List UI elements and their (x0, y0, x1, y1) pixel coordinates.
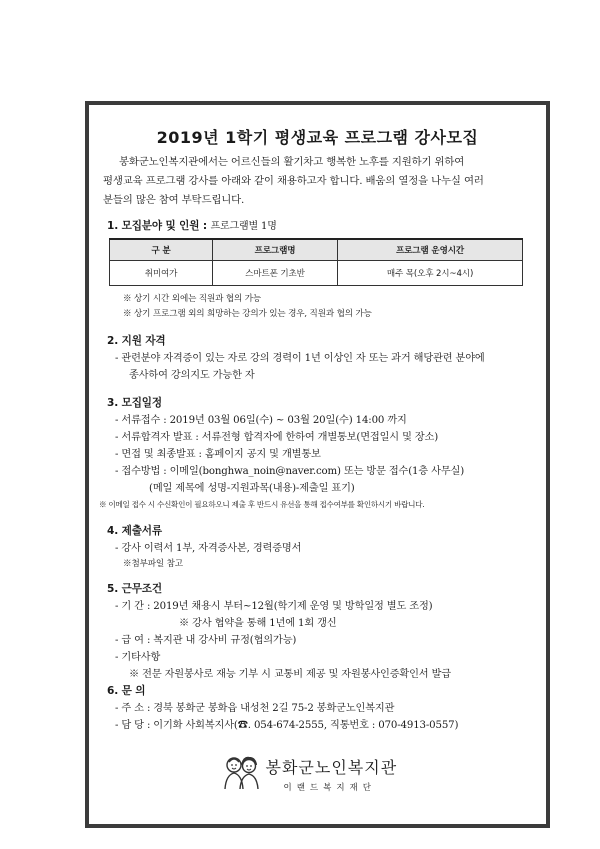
text-line: - 관련분야 자격증이 있는 자로 강의 경력이 1년 이상인 자 또는 과거 해당관련 분야에 (115, 353, 485, 364)
section-title: 1. 모집분야 및 인원 : (107, 220, 207, 232)
section-title-value: 프로그램별 1명 (210, 221, 277, 232)
text-line: - 접수방법 : 이메일(bonghwa_noin@naver.com) 또는 방문 접수(1층 사무실) (115, 466, 465, 477)
table-cell: 취미여가 (110, 261, 213, 286)
table-row (110, 261, 523, 286)
note: ※첨부파일 참고 (123, 559, 183, 569)
text-line: 종사하여 강의지도 가능한 자 (129, 370, 255, 381)
section-work-conditions (107, 581, 536, 683)
org-subtitle: 이랜드복지재단 (283, 783, 376, 793)
section-title: 6. 문 의 (107, 685, 146, 697)
org-logo (218, 753, 418, 813)
text-line: - 급 여 : 복지관 내 강사비 규정(협의가능) (115, 635, 297, 646)
text-line: (메일 제목에 성명-지원과목(내용)-제출일 표기) (149, 483, 355, 494)
table-cell: 매주 목(오후 2시~4시) (338, 261, 523, 286)
note: ※ 상기 시간 외에는 직원과 협의 가능 (123, 294, 262, 304)
table-header: 구 분 (110, 239, 213, 261)
text-line: - 서류접수 : 2019년 03월 06일(수) ~ 03월 20일(수) 14:00 까지 (115, 415, 407, 426)
program-table (109, 238, 523, 286)
table-header: 프로그램 운영시간 (338, 239, 523, 261)
text-line: ※ 강사 협약을 통해 1년에 1회 갱신 (179, 618, 337, 629)
intro-line: 봉화군노인복지관에서는 어르신들의 활기차고 행복한 노후를 지원하기 위하여 (119, 156, 465, 168)
section-schedule (99, 395, 536, 512)
page-title: 2019년 1학기 평생교육 프로그램 강사모집 (156, 128, 479, 147)
text-line: - 담 당 : 이기화 사회복지사(☎. 054-674-2555, 직통번호 : 070-4913-0557) (115, 720, 459, 731)
table-header: 프로그램명 (213, 239, 338, 261)
text-line: - 주 소 : 경북 봉화군 봉화읍 내성천 2길 75-2 봉화군노인복지관 (115, 703, 395, 714)
document-frame (85, 101, 550, 828)
text-line: - 기타사항 (115, 652, 161, 663)
elderly-couple-icon (220, 753, 262, 791)
section-title: 5. 근무조건 (107, 583, 162, 595)
note: ※ 이메일 접수 시 수신확인이 필요하오니 제출 후 반드시 유선을 통해 접수여부를 확인하시기 바랍니다. (99, 500, 425, 509)
footer-org (89, 753, 546, 817)
text-line: - 기 간 : 2019년 채용시 부터~12월(학기제 운영 및 방학일정 별도 조정) (115, 601, 433, 612)
section-title: 4. 제출서류 (107, 525, 162, 537)
org-name: 봉화군노인복지관 (265, 758, 398, 777)
section-inquiry (107, 683, 536, 734)
text-line: - 강사 이력서 1부, 자격증사본, 경력증명서 (115, 543, 302, 554)
table-cell: 스마트폰 기초반 (213, 261, 338, 286)
text-line: - 면접 및 최종발표 : 홈페이지 공지 및 개별통보 (115, 449, 321, 460)
intro-line: 분들의 많은 참여 부탁드립니다. (103, 194, 245, 206)
section-qualification (107, 333, 536, 384)
section-title: 2. 지원 자격 (107, 335, 166, 347)
text-line: - 서류합격자 발표 : 서류전형 합격자에 한하여 개별통보(면접일시 및 장소) (115, 432, 439, 443)
text-line: ※ 전문 자원봉사로 재능 기부 시 교통비 제공 및 자원봉사인증확인서 발급 (129, 669, 451, 680)
section-recruit-field (107, 218, 536, 322)
intro-line: 평생교육 프로그램 강사를 아래와 같이 채용하고자 합니다. 배움의 열정을 나누실 여러 (103, 175, 484, 187)
section-title: 3. 모집일정 (107, 397, 162, 409)
intro-paragraph (103, 153, 534, 210)
section-documents (107, 523, 536, 572)
note: ※ 상기 프로그램 외의 희망하는 강의가 있는 경우, 직원과 협의 가능 (123, 309, 372, 319)
